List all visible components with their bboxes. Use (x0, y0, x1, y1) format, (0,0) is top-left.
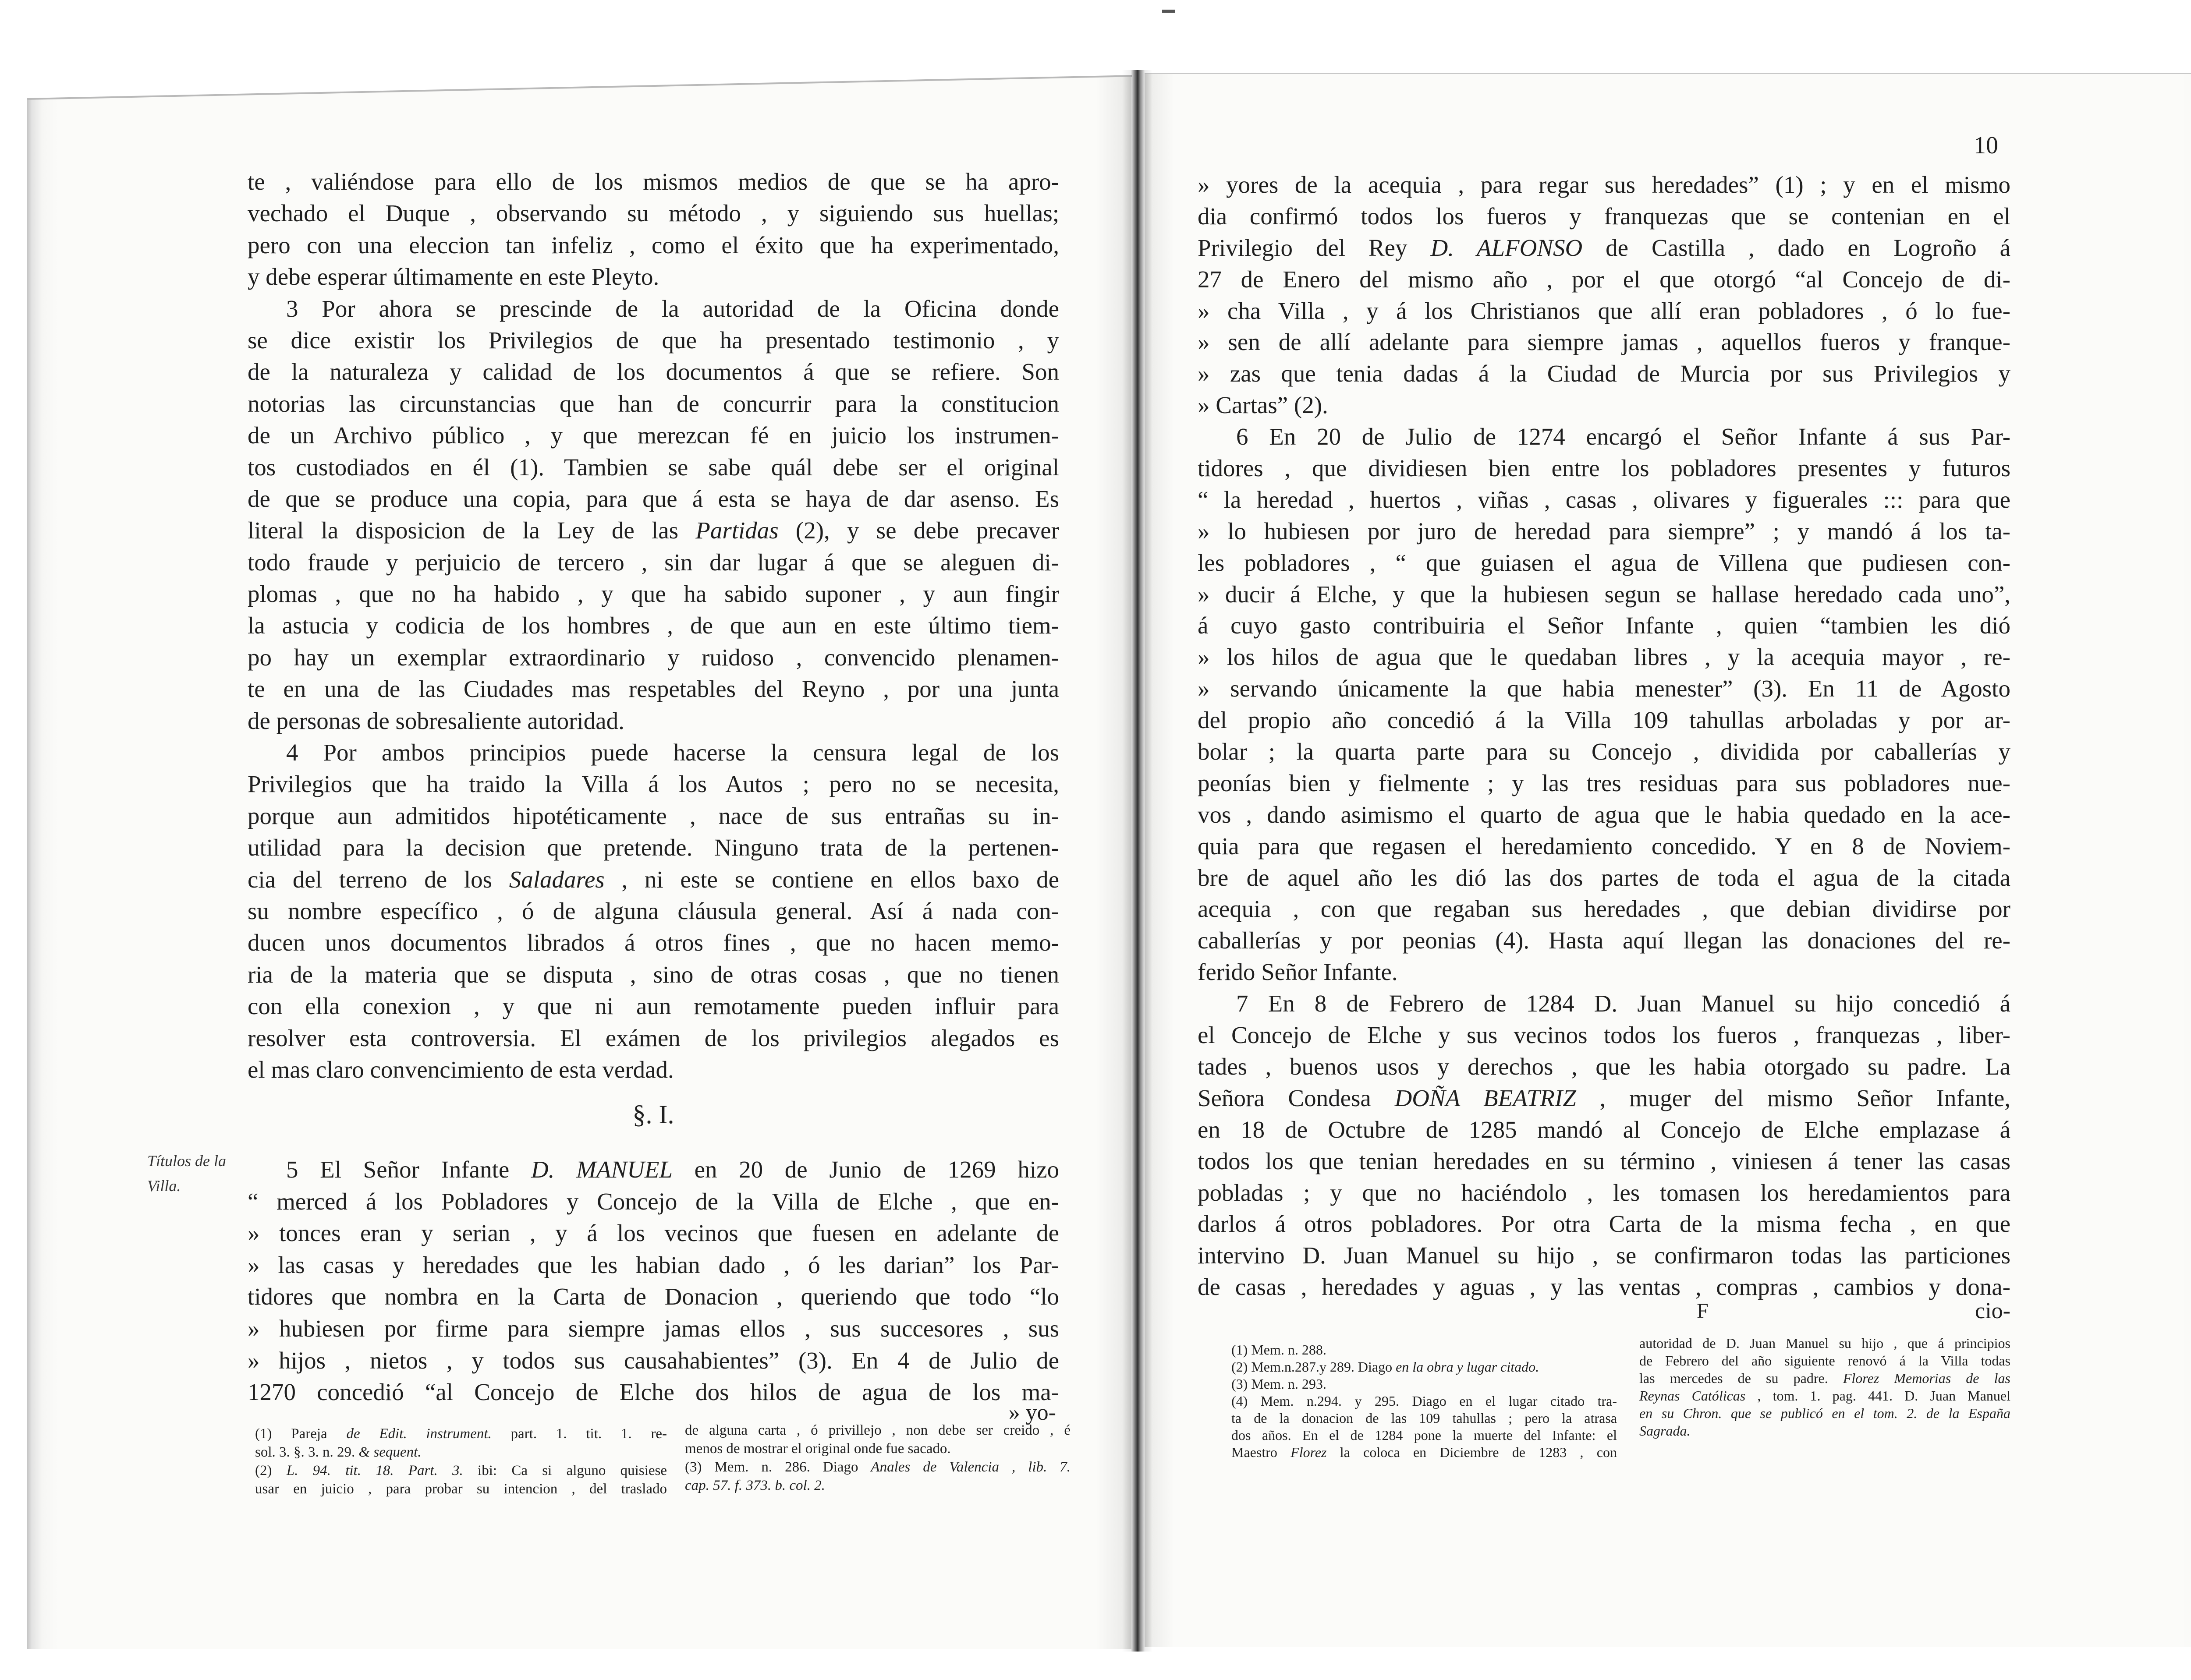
left-page-body-text (248, 166, 1059, 1086)
paragraph-5-text (248, 1154, 1059, 1408)
text-line: » los hilos de agua que le quedaban libres , y la acequia mayor , re- (1198, 644, 2010, 671)
text-line: de que se produce una copia, para que á esta se haya de dar asenso. Es (248, 485, 1059, 512)
footnote-line: (1) Mem. n. 288. (1231, 1342, 1326, 1358)
text-line: el mas claro convencimiento de esta verdad. (248, 1056, 674, 1083)
footnote-line: menos de mostrar el original onde fue sacado. (685, 1441, 951, 1457)
text-run: Maestro (1231, 1444, 1291, 1460)
italic-run: Partidas (695, 517, 779, 544)
text-run: , ni este se contiene en ellos baxo de (604, 866, 1059, 893)
text-line: se dice existir los Privilegios de que ha presentado testimonio , y (248, 326, 1059, 354)
italic-run: Florez (1290, 1444, 1327, 1460)
italic-run: de Edit. instrument. (346, 1426, 492, 1442)
footnote-line: de Febrero del año siguiente renovó á la Villa todas (1639, 1353, 2010, 1369)
footnote-line: dos años. En el de 1284 pone la muerte del Infante: el (1231, 1427, 1617, 1443)
text-line: » hijos , nietos , y todos sus causahabientes” (3). En 4 de Julio de (248, 1347, 1059, 1374)
text-line: acequia , con que regaban sus heredades , que debian dividirse por (1198, 895, 2010, 923)
text-line: 3 Por ahora se prescinde de la autoridad de la Oficina donde (286, 295, 1059, 322)
text-line: del propio año concedió á la Villa 109 tahullas arboladas y por ar- (1198, 707, 2010, 734)
book-spine (1122, 70, 1152, 1652)
text-line: “ merced á los Pobladores y Concejo de la Villa de Elche , que en- (248, 1188, 1059, 1215)
footnotes-column (1639, 1334, 2010, 1439)
section-heading: §. I. (632, 1100, 674, 1129)
italic-run: en la obra y lugar citado. (1396, 1359, 1539, 1375)
text-line: de personas de sobresaliente autoridad. (248, 707, 624, 734)
text-run: (2) Mem.n.287.y 289. Diago (1231, 1359, 1396, 1375)
scan-mark (1162, 10, 1175, 13)
text-line: de casas , heredades y aguas , y las ventas , compras , cambios y dona- (1198, 1273, 2010, 1301)
text-line: te , valiéndose para ello de los mismos medios de que se ha apro- (248, 168, 1059, 195)
footnotes-column (255, 1425, 667, 1498)
footnote-line: ta de la donacion de las 109 tahullas ; pero la atrasa (1231, 1410, 1617, 1426)
footnote-line (1639, 1369, 2010, 1387)
text-line: “ la heredad , huertos , viñas , casas , olivares y figuerales ::: para que (1198, 486, 2010, 513)
text-run: Señora Condesa (1198, 1084, 1395, 1111)
footnote-line (1639, 1387, 2010, 1404)
italic-run: Sagrada. (1639, 1423, 1691, 1439)
text-run: literal la disposicion de la Ley de las (248, 517, 696, 544)
footnote-line (1639, 1422, 2010, 1439)
text-line: á cuyo gasto contribuiria el Señor Infante , quien “tambien les dió (1198, 612, 2010, 639)
footnote-line (255, 1425, 667, 1443)
text-line: ria de la materia que se disputa , sino de otras cosas , que no tienen (248, 961, 1059, 988)
text-line: te en una de las Ciudades mas respetables del Reyno , por una junta (248, 676, 1059, 703)
text-run: , muger del mismo Señor Infante, (1576, 1084, 2011, 1111)
text-line: porque aun admitidos hipotéticamente , nace de sus entrañas su in- (248, 802, 1059, 829)
margin-note-line: Villa. (147, 1177, 181, 1195)
text-line: tades , buenos usos y derechos , que les habia otorgado su padre. La (1198, 1053, 2010, 1080)
footnotes-column (685, 1421, 1071, 1495)
text-line: » zas que tenia dadas á la Ciudad de Murcia por sus Privilegios y (1198, 360, 2010, 387)
text-line: quia para que regasen el heredamiento concedido. Y en 8 de Noviem- (1198, 832, 2010, 859)
page-number: 10 (1974, 132, 1998, 159)
footnote-line (1639, 1404, 2010, 1422)
footnote-line (1231, 1358, 1617, 1376)
text-line: darlos á otros pobladores. Por otra Carta de la misma fecha , en que (1198, 1210, 2010, 1238)
text-run: , tom. 1. pag. 441. D. Juan Manuel (1745, 1388, 2011, 1404)
text-line: ferido Señor Infante. (1198, 958, 1398, 986)
text-line (248, 515, 1059, 546)
text-line: » las casas y heredades que les habian dado , ó les darian” los Par- (248, 1251, 1059, 1278)
text-line: la astucia y codicia de los hombres , de que aun en este último tiem- (248, 612, 1059, 639)
text-line: tidores que nombra en la Carta de Donacion , queriendo que todo “lo (248, 1283, 1059, 1310)
footnote-line (1231, 1444, 1617, 1461)
text-line: notorias las circunstancias que han de concurrir para la constitucion (248, 390, 1059, 417)
text-run: (2), y se debe precaver (778, 517, 1059, 544)
text-line: » hubiesen por firme para siempre jamas ellos , sus succesores , sus (248, 1315, 1059, 1342)
right-page-body-text (1198, 169, 2010, 1303)
text-run: de Castilla , dado en Logroño á (1582, 234, 2010, 261)
text-line: » Cartas” (2). (1198, 392, 1328, 419)
text-run: part. 1. tit. 1. re- (491, 1426, 667, 1442)
signature-mark: F (1697, 1299, 1709, 1323)
italic-run: Saladares (509, 866, 605, 893)
text-line: plomas , que no ha habido , y que ha sabido suponer , y aun fingir (248, 580, 1059, 608)
text-line: vos , dando asimismo el quarto de agua que le habia quedado en la ace- (1198, 801, 2010, 828)
text-line: caballerías y por peonias (4). Hasta aquí llegan las donaciones del re- (1198, 927, 2010, 954)
text-line: todos los que tenian heredades en su término , viniesen á tener las casas (1198, 1147, 2010, 1174)
text-line: de la naturaleza y calidad de los documentos á que se refiere. Son (248, 358, 1059, 386)
text-run: cia del terreno de los (248, 866, 509, 893)
text-run: Privilegio del Rey (1198, 234, 1431, 261)
catchword: » yo- (1008, 1400, 1056, 1425)
text-line: » cha Villa , y á los Christianos que allí eran pobladores , ó lo fue- (1198, 297, 2010, 324)
italic-run: Florez (1843, 1370, 1879, 1386)
text-line: tos custodiados en él (1). Tambien se sabe quál debe ser el original (248, 453, 1059, 481)
margin-note-line: Títulos de la (147, 1152, 227, 1170)
text-line: » tonces eran y serian , y á los vecinos que fuesen en adelante de (248, 1220, 1059, 1247)
text-line: intervino D. Juan Manuel su hijo , se confirmaron todas las particiones (1198, 1242, 2010, 1269)
text-line: 4 Por ambos principios puede hacerse la censura legal de los (286, 739, 1059, 766)
text-line: bre de aquel año les dió las dos partes de toda el agua de la citada (1198, 864, 2010, 891)
text-line: dia confirmó todos los fueros y franquezas que se contenian en el (1198, 202, 2010, 230)
text-line: y debe esperar últimamente en este Pleyto. (248, 263, 659, 290)
text-run: la coloca en Diciembre de 1283 , con (1326, 1444, 1617, 1460)
text-line: » ducir á Elche, y que la hubiesen segun se hallase heredado cada uno”, (1198, 580, 2010, 608)
text-run (1879, 1370, 1894, 1386)
text-line: pero con una eleccion tan infeliz , como el éxito que ha experimentado, (248, 231, 1059, 258)
footnote-line: (3) Mem. n. 293. (1231, 1376, 1326, 1392)
footnote-line (255, 1443, 667, 1461)
text-line (1198, 1082, 2010, 1114)
italic-run: Reynas Católicas (1639, 1388, 1746, 1404)
text-line: » yores de la acequia , para regar sus heredades” (1) ; y en el mismo (1198, 171, 2010, 198)
footnote-line: usar en juicio , para probar su intencion , del traslado (255, 1481, 667, 1497)
footnote-line (685, 1458, 1071, 1476)
italic-run: L. 94. tit. 18. Part. 3. (286, 1463, 463, 1478)
italic-run: Memorias de las (1894, 1370, 2010, 1386)
text-line: todo fraude y perjuicio de tercero , sin dar lugar á que se aleguen di- (248, 548, 1059, 576)
italic-run: DOÑA BEATRIZ (1394, 1084, 1576, 1111)
footnote-line: (4) Mem. n.294. y 295. Diago en el lugar citado tra- (1231, 1393, 1617, 1409)
text-line (248, 1154, 1059, 1186)
text-run: (3) Mem. n. 286. Diago (685, 1459, 871, 1475)
footnote-line: autoridad de D. Juan Manuel su hijo , que á principios (1639, 1335, 2010, 1351)
text-line: tidores , que dividiesen bien entre los pobladores presentes y futuros (1198, 455, 2010, 482)
text-line: en 18 de Octubre de 1285 mandó al Concejo de Elche emplazase á (1198, 1116, 2010, 1143)
footnote-line (255, 1461, 667, 1480)
text-line: de un Archivo público , y que merezcan fé en juicio los instrumen- (248, 422, 1059, 449)
text-line: vechado el Duque , observando su método , y siguiendo sus huellas; (248, 200, 1059, 227)
text-line: su nombre específico , ó de alguna cláusula general. Así á nada con- (248, 897, 1059, 924)
footnote-line: de alguna carta , ó privillejo , non debe ser creido , é (685, 1422, 1071, 1438)
italic-run: D. MANUEL (531, 1156, 673, 1183)
text-line: bolar ; la quarta parte para su Concejo , dividida por caballerías y (1198, 738, 2010, 765)
text-line: po hay un exemplar extraordinario y ruidoso , convencido plenamen- (248, 644, 1059, 671)
text-line: 7 En 8 de Febrero de 1284 D. Juan Manuel su hijo concedió á (1236, 990, 2010, 1017)
text-line: ducen unos documentos librados á otros fines , que no hacen memo- (248, 929, 1059, 956)
text-line: con ella conexion , y que ni aun remotamente pueden influir para (248, 993, 1059, 1020)
italic-run: & sequent. (358, 1444, 422, 1460)
text-line: 6 En 20 de Julio de 1274 encargó el Señor Infante á sus Par- (1236, 423, 2010, 450)
text-run: las mercedes de su padre. (1639, 1370, 1843, 1386)
text-line: » lo hubiesen por juro de heredad para siempre” ; y mandó á los ta- (1198, 517, 2010, 545)
italic-run: D. ALFONSO (1430, 234, 1583, 261)
text-line: » servando únicamente la que habia menester” (3). En 11 de Agosto (1198, 675, 2010, 702)
text-line: Privilegios que ha traido la Villa á los Autos ; pero no se necesita, (248, 771, 1059, 798)
text-line: el Concejo de Elche y sus vecinos todos los fueros , franquezas , liber- (1198, 1022, 2010, 1049)
text-run: en 20 de Junio de 1269 hizo (673, 1156, 1059, 1183)
text-line: utilidad para la decision que pretende. Ninguno trata de la pertenen- (248, 834, 1059, 861)
text-run: ibi: Ca si alguno quisiese (463, 1463, 667, 1478)
footnote-line (685, 1476, 1071, 1495)
catchword: cio- (1975, 1298, 2010, 1323)
text-line: peonías bien y fielmente ; y las tres residuas para sus pobladores nue- (1198, 769, 2010, 796)
text-run: (1) Pareja (255, 1426, 347, 1442)
italic-run: en su Chron. que se publicó en el tom. 2. de la España (1639, 1405, 2010, 1421)
margin-note (147, 1149, 248, 1199)
text-line: pobladas ; y que no haciéndolo , les tomasen los heredamientos para (1198, 1179, 2010, 1206)
text-run: (2) (255, 1463, 287, 1478)
text-line: les pobladores , “ que guiasen el agua de Villena que pudiesen con- (1198, 549, 2010, 576)
italic-run: cap. 57. f. 373. b. col. 2. (685, 1478, 825, 1493)
text-run: sol. 3. §. 3. n. 29. (255, 1444, 359, 1460)
italic-run: Anales de Valencia , lib. 7. (871, 1459, 1071, 1475)
text-line: 27 de Enero del mismo año , por el que otorgó “al Concejo de di- (1198, 265, 2010, 293)
footnotes-column (1231, 1341, 1617, 1461)
text-line: resolver esta controversia. El exámen de los privilegios alegados es (248, 1024, 1059, 1051)
text-run: 5 El Señor Infante (286, 1156, 531, 1183)
text-line (1198, 232, 2010, 264)
text-line: 1270 concedió “al Concejo de Elche dos hilos de agua de los ma- (248, 1379, 1059, 1406)
text-line: » sen de allí adelante para siempre jamas , aquellos fueros y franque- (1198, 329, 2010, 356)
text-line (248, 864, 1059, 895)
